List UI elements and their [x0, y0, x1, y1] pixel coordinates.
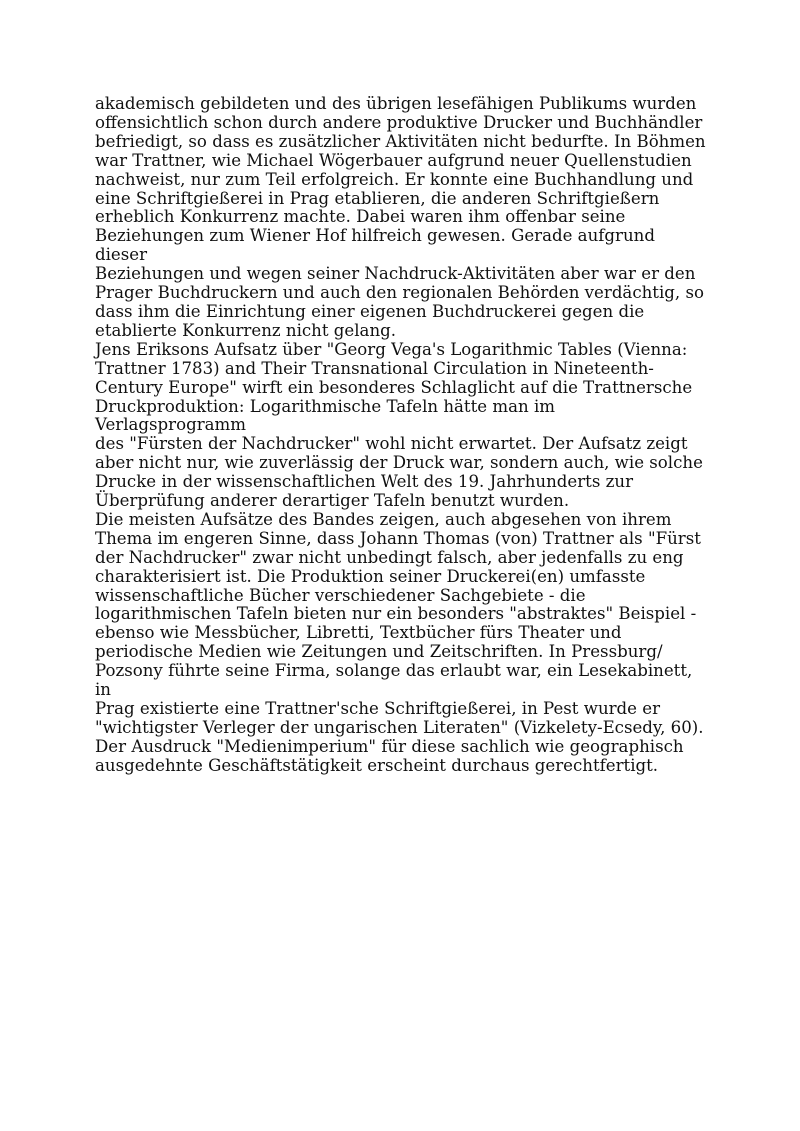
- paragraph-logarithmic-tables: Jens Eriksons Aufsatz über "Georg Vega's Logarithmic Tables (Vienna: Trattner 1783) and Their Transnational Circulation in Nineteenth- Century Europe" wirft ein besonderes Schlaglicht auf die Trattnersche Druckproduktion: Logarithmische Tafeln hätte man im Verlagsprogramm des "Fürsten der Nachdrucker" wohl nicht erwartet. Der Aufsatz zeigt aber nicht nur, wie zuverlässig der Druck war, sondern auch, wie solche Drucke in der wissenschaftlichen Welt des 19. Jahrhunderts zur Überprüfung anderer derartiger Tafeln benutzt wurden.: [95, 339, 703, 511]
- paragraph-media-empire: Die meisten Aufsätze des Bandes zeigen, auch abgesehen von ihrem Thema im engeren Sinne, dass Johann Thomas (von) Trattner als "Fürst der Nachdrucker" zwar nicht unbedingt falsch, aber jedenfalls zu eng charakterisiert ist. Die Produktion seiner Druckerei(en) umfasste wissenschaftliche Bücher verschiedener Sachgebiete - die logarithmischen Tafeln bieten nur ein besonders "abstraktes" Beispiel - ebenso wie Messbücher, Libretti, Textbücher fürs Theater und periodische Medien wie Zeitungen und Zeitschriften. In Pressburg/ Pozsony führte seine Firma, solange das erlaubt war, ein Lesekabinett, in Prag existierte eine Trattner'sche Schriftgießerei, in Pest wurde er "wichtigster Verleger der ungarischen Literaten" (Vizkelety-Ecsedy, 60). Der Ausdruck "Medienimperium" für diese sachlich wie geographisch ausgedehnte Geschäftstätigkeit erscheint durchaus gerechtfertigt.: [95, 509, 704, 775]
- paragraph-printing-competition: akademisch gebildeten und des übrigen lesefähigen Publikums wurden offensichtlich schon durch andere produktive Drucker und Buchhändler befriedigt, so dass es zusätzlicher Aktivitäten nicht bedurfte. In Böhmen war Trattner, wie Michael Wögerbauer aufgrund neuer Quellenstudien nachweist, nur zum Teil erfolgreich. Er konnte eine Buchhandlung und eine Schriftgießerei in Prag etablieren, die anderen Schriftgießern erheblich Konkurrenz machte. Dabei waren ihm offenbar seine Beziehungen zum Wiener Hof hilfreich gewesen. Gerade aufgrund dieser Beziehungen und wegen seiner Nachdruck-Aktivitäten aber war er den Prager Buchdruckern und auch den regionalen Behörden verdächtig, so dass ihm die Einrichtung einer eigenen Buchdruckerei gegen die etablierte Konkurrenz nicht gelang.: [95, 94, 706, 340]
- document-page: [95, 95, 710, 776]
